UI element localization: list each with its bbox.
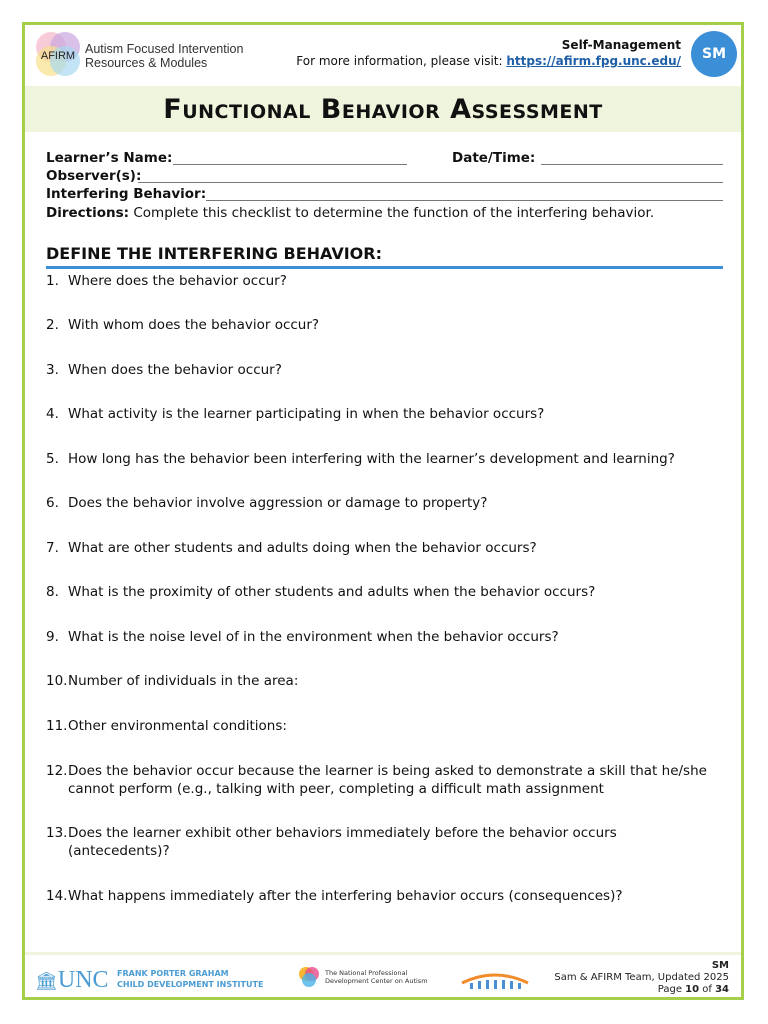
page-header: [25, 25, 741, 85]
fpg-line2: CHILD DEVELOPMENT INSTITUTE: [117, 980, 264, 989]
footer-credit: [554, 960, 729, 996]
question-text: When does the behavior occur?: [68, 362, 282, 378]
title-band: [25, 86, 741, 132]
ncaep-logo-icon: [297, 965, 321, 989]
unc-logo: [35, 967, 109, 994]
question-text: Does the behavior occur because the learner is being asked to demonstrate a skill that he/she cannot perform (e.g., talking with peer, completing a difficult math assignment: [68, 763, 707, 797]
page-current: 10: [685, 984, 700, 995]
info-prefix: For more information, please visit:: [296, 54, 507, 68]
logo-tagline-line2: Resources & Modules: [85, 56, 208, 70]
question-number: 3.: [46, 362, 59, 378]
question-text: Other environmental conditions:: [68, 718, 287, 734]
interfering-behavior-line[interactable]: [206, 200, 723, 201]
date-time-label: Date/Time:: [452, 150, 536, 166]
question-number: 2.: [46, 317, 59, 333]
observers-line[interactable]: [138, 182, 723, 183]
afirm-link[interactable]: https://afirm.fpg.unc.edu/: [506, 54, 681, 68]
question-number: 5.: [46, 451, 59, 467]
question-text: What are other students and adults doing when the behavior occurs?: [68, 540, 537, 556]
info-line: [296, 53, 681, 69]
row-learner-date: [46, 150, 724, 167]
question-text: Does the learner exhibit other behaviors immediately before the behavior occurs (antecedents)?: [68, 825, 617, 859]
question-text: Does the behavior involve aggression or damage to property?: [68, 495, 488, 511]
evidence-practice-logo-icon: [458, 965, 532, 991]
question-number: 4.: [46, 406, 59, 422]
question-number: 6.: [46, 495, 59, 511]
question-text: How long has the behavior been interfering with the learner’s development and learning?: [68, 451, 675, 467]
header-info: [296, 37, 681, 69]
row-directions: [46, 205, 724, 222]
question-number: 14.: [46, 888, 68, 904]
question-text: What activity is the learner participating in when the behavior occurs?: [68, 406, 545, 422]
row-observers: [46, 168, 724, 185]
section-heading: DEFINE THE INTERFERING BEHAVIOR:: [46, 244, 723, 269]
logo-tagline-line1: Autism Focused Intervention: [85, 42, 244, 56]
fpg-line1: FRANK PORTER GRAHAM: [117, 969, 229, 978]
observers-label: Observer(s):: [46, 168, 142, 184]
fpg-logo: [117, 968, 263, 990]
directions-label: Directions:: [46, 205, 130, 221]
interfering-behavior-label: Interfering Behavior:: [46, 186, 207, 202]
date-time-line[interactable]: [541, 164, 723, 165]
page-number: [554, 984, 729, 996]
row-interfering-behavior: [46, 186, 724, 203]
logo-tagline: [85, 42, 243, 70]
question-number: 1.: [46, 273, 59, 289]
question-text: With whom does the behavior occur?: [68, 317, 320, 333]
directions-text: Complete this checklist to determine the function of the interfering behavior.: [129, 205, 655, 221]
ncaep-line2: Development Center on Autism: [325, 977, 428, 985]
question-number: 9.: [46, 629, 59, 645]
footer-code: SM: [711, 960, 729, 971]
afirm-logo-text: AFIRM: [40, 50, 76, 62]
question-number: 8.: [46, 584, 59, 600]
page-footer: [25, 952, 741, 1000]
question-number: 10.: [46, 673, 68, 689]
module-badge: SM: [691, 31, 737, 77]
question-number: 7.: [46, 540, 59, 556]
footer-credit-text: Sam & AFIRM Team, Updated 2025: [554, 972, 729, 983]
topic-label: Self-Management: [561, 38, 681, 52]
page-sep: of: [699, 984, 716, 995]
ncaep-line1: The National Professional: [325, 969, 408, 977]
question-number: 11.: [46, 718, 68, 734]
question-number: 13.: [46, 825, 68, 841]
page-title: Functional Behavior Assessment: [163, 93, 603, 125]
directions: [46, 205, 654, 221]
afirm-logo: [33, 29, 83, 79]
ncaep-text: [325, 969, 428, 985]
unc-text: UNC: [57, 967, 109, 993]
unc-well-icon: 🏛: [35, 971, 58, 991]
question-text: Number of individuals in the area:: [68, 673, 299, 689]
page-prefix: Page: [657, 984, 686, 995]
question-text: What is the noise level of in the environment when the behavior occurs?: [68, 629, 559, 645]
question-text: Where does the behavior occur?: [68, 273, 287, 289]
question-text: What is the proximity of other students and adults when the behavior occurs?: [68, 584, 596, 600]
question-text: What happens immediately after the interfering behavior occurs (consequences)?: [68, 888, 623, 904]
learner-name-line[interactable]: [173, 164, 407, 165]
learner-name-label: Learner’s Name:: [46, 150, 173, 166]
page-total: 34: [715, 984, 729, 995]
question-number: 12.: [46, 763, 68, 779]
